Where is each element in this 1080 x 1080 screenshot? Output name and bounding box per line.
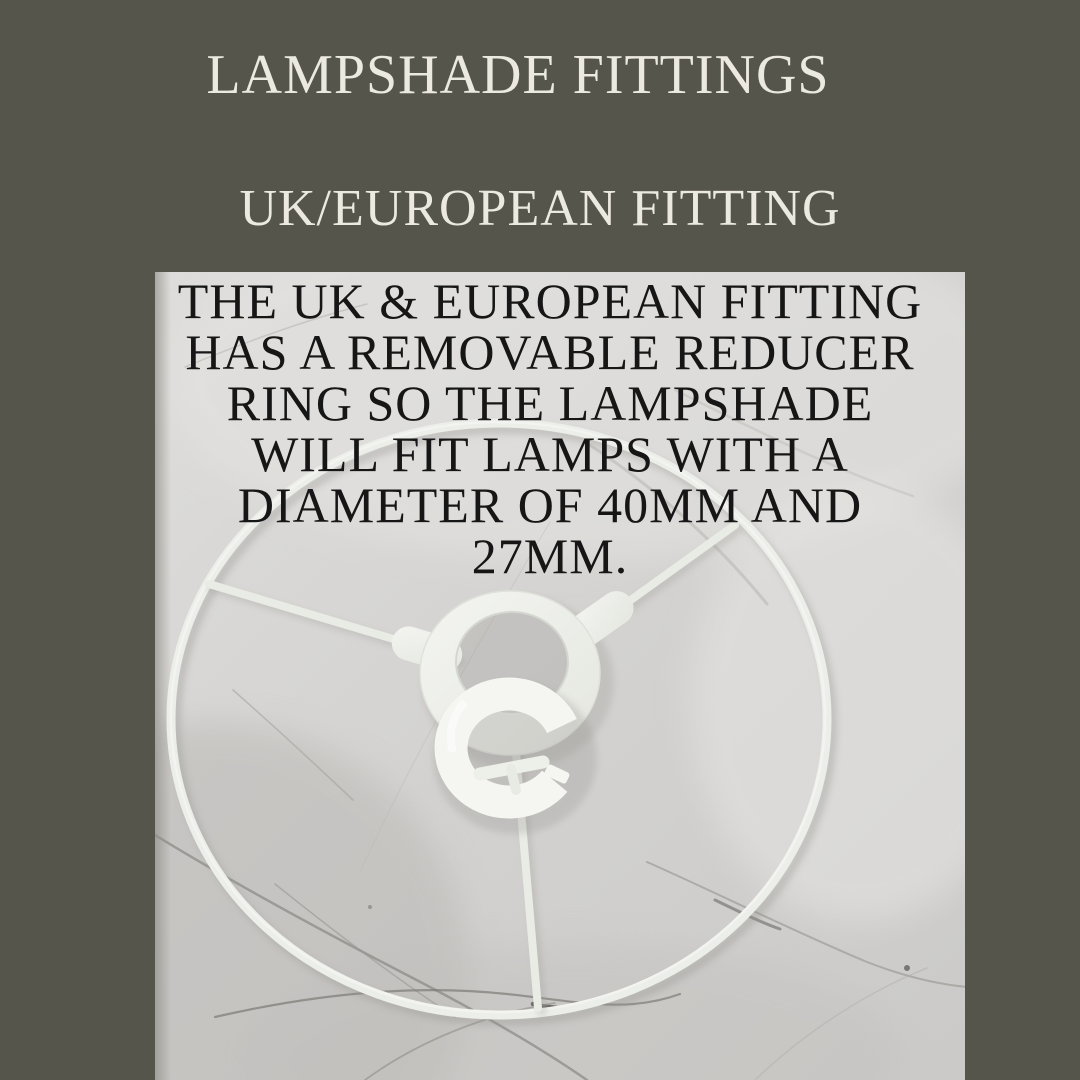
caption-line: WILL FIT LAMPS WITH A xyxy=(251,426,849,482)
page-title: LAMPSHADE FITTINGS xyxy=(206,44,830,106)
caption-line: HAS A REMOVABLE REDUCER xyxy=(185,324,915,380)
reducer-ring xyxy=(433,682,597,834)
page-subtitle: UK/EUROPEAN FITTING xyxy=(239,180,841,237)
caption-line: 27MM. xyxy=(471,528,629,584)
caption-line: RING SO THE LAMPSHADE xyxy=(226,375,874,431)
caption-line: DIAMETER OF 40MM AND xyxy=(237,477,863,533)
caption-line: THE UK & EUROPEAN FITTING xyxy=(177,273,923,329)
photo-caption xyxy=(155,273,945,584)
lampshade-fitting-photo xyxy=(155,272,965,1080)
